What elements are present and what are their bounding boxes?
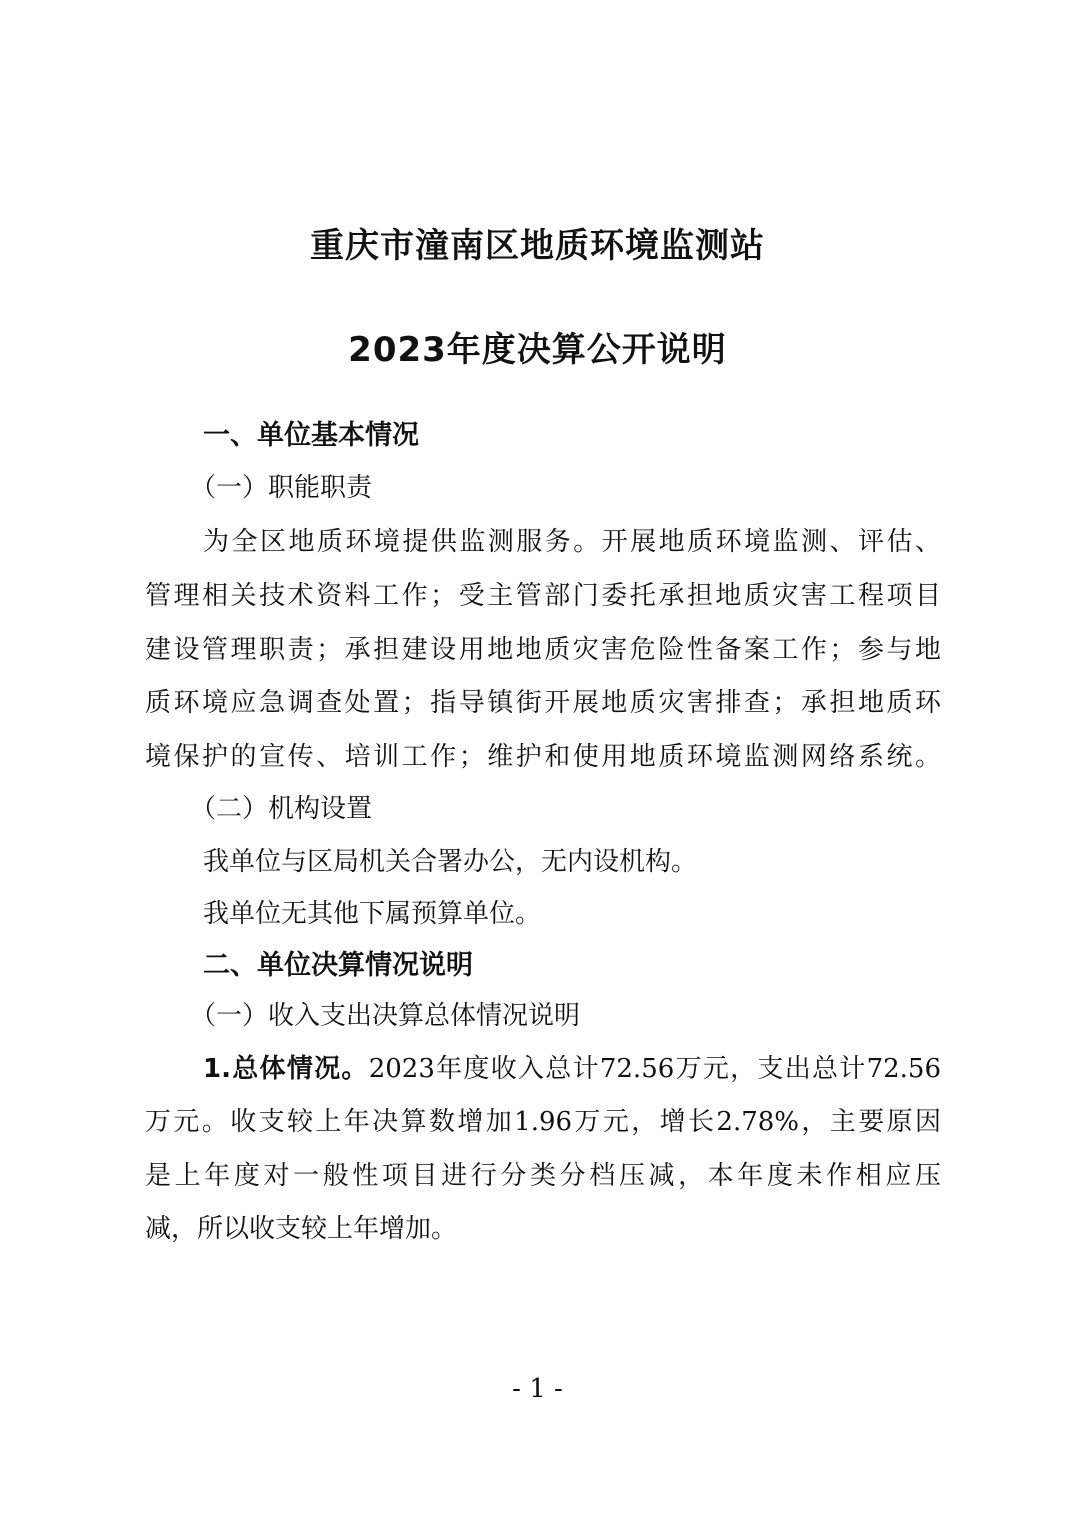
section-1-sub-1-heading: （一）职能职责 bbox=[190, 473, 373, 503]
section-1-heading: 一、单位基本情况 bbox=[203, 420, 419, 451]
paragraph-line: 境保护的宣传、培训工作；维护和使用地质环境监测网络系统。 bbox=[145, 742, 941, 772]
paragraph-line: 质环境应急调查处置；指导镇街开展地质灾害排查；承担地质环 bbox=[145, 688, 941, 718]
paragraph-line: 建设管理职责；承担建设用地地质灾害危险性备案工作；参与地 bbox=[145, 635, 941, 665]
paragraph-line: 我单位与区局机关合署办公，无内设机构。 bbox=[203, 847, 698, 877]
document-title-line-1: 重庆市潼南区地质环境监测站 bbox=[310, 226, 765, 266]
paragraph-text: 2023年度收入总计72.56万元，支出总计72.56 bbox=[368, 1054, 941, 1084]
document-title-line-2: 2023年度决算公开说明 bbox=[348, 330, 727, 370]
paragraph-line: 减，所以收支较上年增加。 bbox=[145, 1214, 458, 1244]
paragraph-line: 管理相关技术资料工作；受主管部门委托承担地质灾害工程项目 bbox=[145, 581, 941, 611]
paragraph-line: 万元。收支较上年决算数增加1.96万元，增长2.78%，主要原因 bbox=[145, 1107, 941, 1137]
paragraph-line: 是上年度对一般性项目进行分类分档压减，本年度未作相应压 bbox=[145, 1161, 941, 1191]
paragraph-lead: 1.总体情况。 bbox=[203, 1054, 369, 1084]
section-2-heading: 二、单位决算情况说明 bbox=[203, 950, 473, 981]
paragraph-line: 我单位无其他下属预算单位。 bbox=[203, 899, 542, 929]
section-1-sub-2-heading: （二）机构设置 bbox=[190, 794, 373, 824]
page-number: - 1 - bbox=[512, 1374, 563, 1404]
paragraph-line: 为全区地质环境提供监测服务。开展地质环境监测、评估、 bbox=[203, 527, 941, 557]
paragraph-line-with-lead bbox=[203, 1048, 941, 1085]
section-2-sub-1-heading: （一）收入支出决算总体情况说明 bbox=[190, 1001, 581, 1031]
